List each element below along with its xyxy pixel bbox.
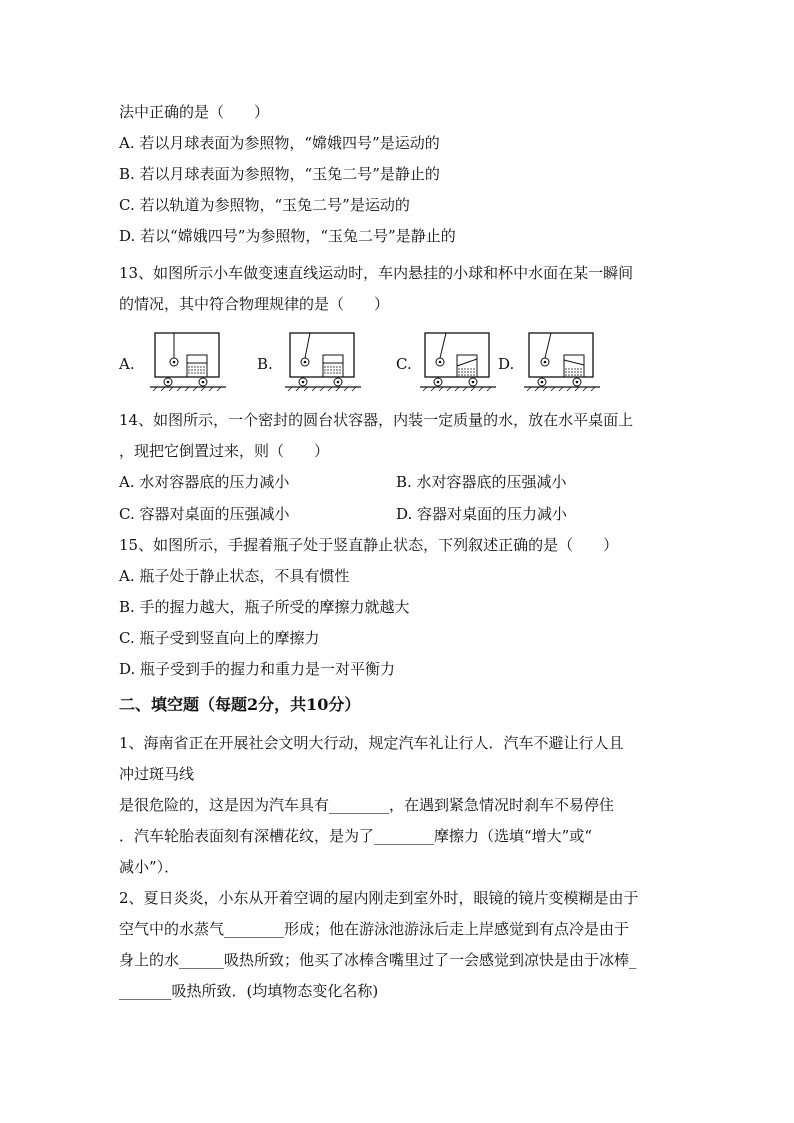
q13-figure-d bbox=[524, 330, 600, 392]
q13-figure-b bbox=[285, 330, 361, 392]
q15-stem: 15、如图所示，手握着瓶子处于竖直静止状态，下列叙述正确的是（ ） bbox=[119, 536, 619, 554]
q13-label-d: D. bbox=[498, 355, 515, 373]
fill2-line2: 空气中的水蒸气________形成；他在游泳池游泳后走上岸感觉到有点冷是由于 bbox=[119, 920, 630, 938]
q13-figure-a bbox=[150, 330, 226, 392]
fill1-line5: 减小”）． bbox=[119, 858, 180, 876]
q14-option-a: A. 水对容器底的压力减小 bbox=[119, 473, 290, 491]
q15-option-b: B. 手的握力越大，瓶子所受的摩擦力就越大 bbox=[119, 598, 410, 616]
fill1-line3: 是很危险的，这是因为汽车具有________，在遇到紧急情况时刹车不易停住 bbox=[119, 796, 615, 814]
q12-option-c: C. 若以轨道为参照物，“玉兔二号”是运动的 bbox=[119, 196, 410, 214]
q15-option-d: D. 瓶子受到手的握力和重力是一对平衡力 bbox=[119, 660, 396, 678]
q15-option-c: C. 瓶子受到竖直向上的摩擦力 bbox=[119, 629, 320, 647]
fill2-line1: 2、夏日炎炎，小东从开着空调的屋内刚走到室外时，眼镜的镜片变模糊是由于 bbox=[119, 889, 639, 907]
fill2-line4: _______吸热所致．(均填物态变化名称) bbox=[119, 982, 379, 1000]
q14-option-d: D. 容器对桌面的压力减小 bbox=[396, 505, 568, 523]
q12-option-d: D. 若以“嫦娥四号”为参照物，“玉兔二号”是静止的 bbox=[119, 227, 456, 245]
fill1-line1: 1、海南省正在开展社会文明大行动，规定汽车礼让行人．汽车不避让行人且 bbox=[119, 734, 624, 752]
fill2-line3: 身上的水______吸热所致；他买了冰棒含嘴里过了一会感觉到凉快是由于冰棒_ bbox=[119, 951, 637, 969]
q14-stem-line2: ，现把它倒置过来，则（ ） bbox=[119, 442, 330, 460]
fill1-line2: 冲过斑马线 bbox=[119, 765, 195, 783]
q12-option-a: A. 若以月球表面为参照物，“嫦娥四号”是运动的 bbox=[119, 134, 440, 152]
q13-label-b: B. bbox=[257, 355, 273, 373]
fill1-line4: ．汽车轮胎表面刻有深槽花纹，是为了________摩擦力（选填“增大”或“ bbox=[119, 827, 593, 845]
q13-stem-line2: 的情况，其中符合物理规律的是（ ） bbox=[119, 295, 390, 313]
q12-stem-tail: 法中正确的是（ ） bbox=[119, 103, 270, 121]
q14-stem-line1: 14、如图所示，一个密封的圆台状容器，内装一定质量的水，放在水平桌面上 bbox=[119, 411, 634, 429]
q13-label-c: C. bbox=[396, 355, 412, 373]
q14-option-b: B. 水对容器底的压强减小 bbox=[396, 473, 567, 491]
q12-option-b: B. 若以月球表面为参照物，“玉兔二号”是静止的 bbox=[119, 165, 440, 183]
q14-option-c: C. 容器对桌面的压强减小 bbox=[119, 505, 290, 523]
q13-figure-c bbox=[420, 330, 496, 392]
section-2-heading: 二、填空题（每题2分，共10分） bbox=[119, 695, 361, 714]
q13-stem-line1: 13、如图所示小车做变速直线运动时，车内悬挂的小球和杯中水面在某一瞬间 bbox=[119, 264, 634, 282]
q13-label-a: A. bbox=[119, 355, 135, 373]
q15-option-a: A. 瓶子处于静止状态，不具有惯性 bbox=[119, 567, 350, 585]
